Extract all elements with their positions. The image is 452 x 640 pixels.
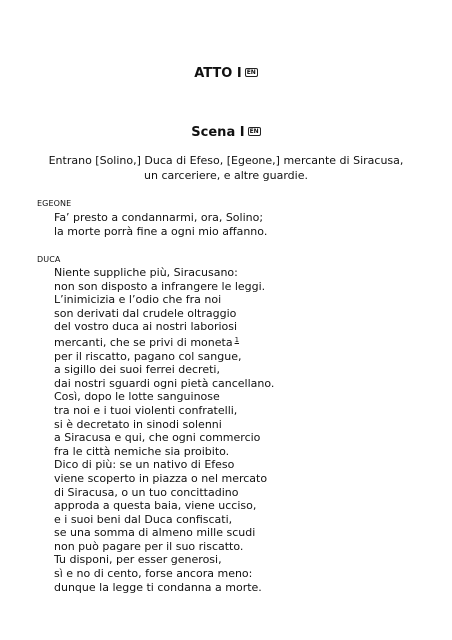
speaker-name-egeone: EGEONE [37,199,72,208]
verse-line-text: mercanti, che se privi di moneta [54,335,233,349]
scene-heading [0,125,452,140]
verse-line: la morte porrà fine a ogni mio affanno. [54,224,268,238]
verse-line: dai nostri sguardi ogni pietà cancellano. [54,376,275,390]
verse-line: non può pagare per il suo riscatto. [54,539,244,553]
verse-line: dunque la legge ti condanna a morte. [54,580,262,594]
verse-line: non son disposto a infrangere le leggi. [54,279,266,293]
verse-line: Niente suppliche più, Siracusano: [54,266,238,279]
verse-line: Così, dopo le lotte sanguinose [54,390,220,404]
verse-line: si è decretato in sinodi solenni [54,417,222,431]
verse-line: di Siracusa, o un tuo concittadino [54,485,239,499]
verse-line: Tu disponi, per esser generosi, [54,553,222,567]
verse-line: a Siracusa e qui, che ogni commercio [54,431,261,445]
verse-line: del vostro duca ai nostri laboriosi [54,320,238,334]
verse-line: tra noi e i tuoi violenti confratelli, [54,403,238,417]
verse-line-with-footnote [54,334,274,350]
speaker-name-duca: DUCA [37,255,61,264]
verse-line: e i suoi beni dal Duca confiscati, [54,512,233,526]
verse-line: sì e no di cento, forse ancora meno: [54,567,253,581]
verse-line: Dico di più: se un nativo di Efeso [54,458,235,472]
verse-line: son derivati dal crudele oltraggio [54,306,237,320]
verse-line: fra le città nemiche sia proibito. [54,444,230,458]
speech-duca [54,266,274,594]
scene-english-link[interactable]: EN [249,128,259,135]
scene-title: Scena I [191,125,245,140]
stage-direction: Entrano [Solino,] Duca di Efeso, [Egeone,] mercante di Siracusa, un carceriere, e altre guardie. [48,154,404,182]
verse-line: approda a questa baia, viene ucciso, [54,499,257,513]
verse-line: a sigillo dei suoi ferrei decreti, [54,363,220,377]
verse-line: Fa’ presto a condannarmi, ora, Solino; [54,211,264,224]
act-heading [0,66,452,81]
speech-egeone [54,211,267,238]
act-title: ATTO I [194,66,242,81]
act-english-link[interactable]: EN [246,69,256,76]
verse-line: viene scoperto in piazza o nel mercato [54,471,268,485]
verse-line: L’inimicizia e l’odio che fra noi [54,293,222,307]
verse-line: se una somma di almeno mille scudi [54,526,256,540]
footnote-link[interactable]: 1 [234,335,240,344]
verse-line: per il riscatto, pagano col sangue, [54,349,242,363]
